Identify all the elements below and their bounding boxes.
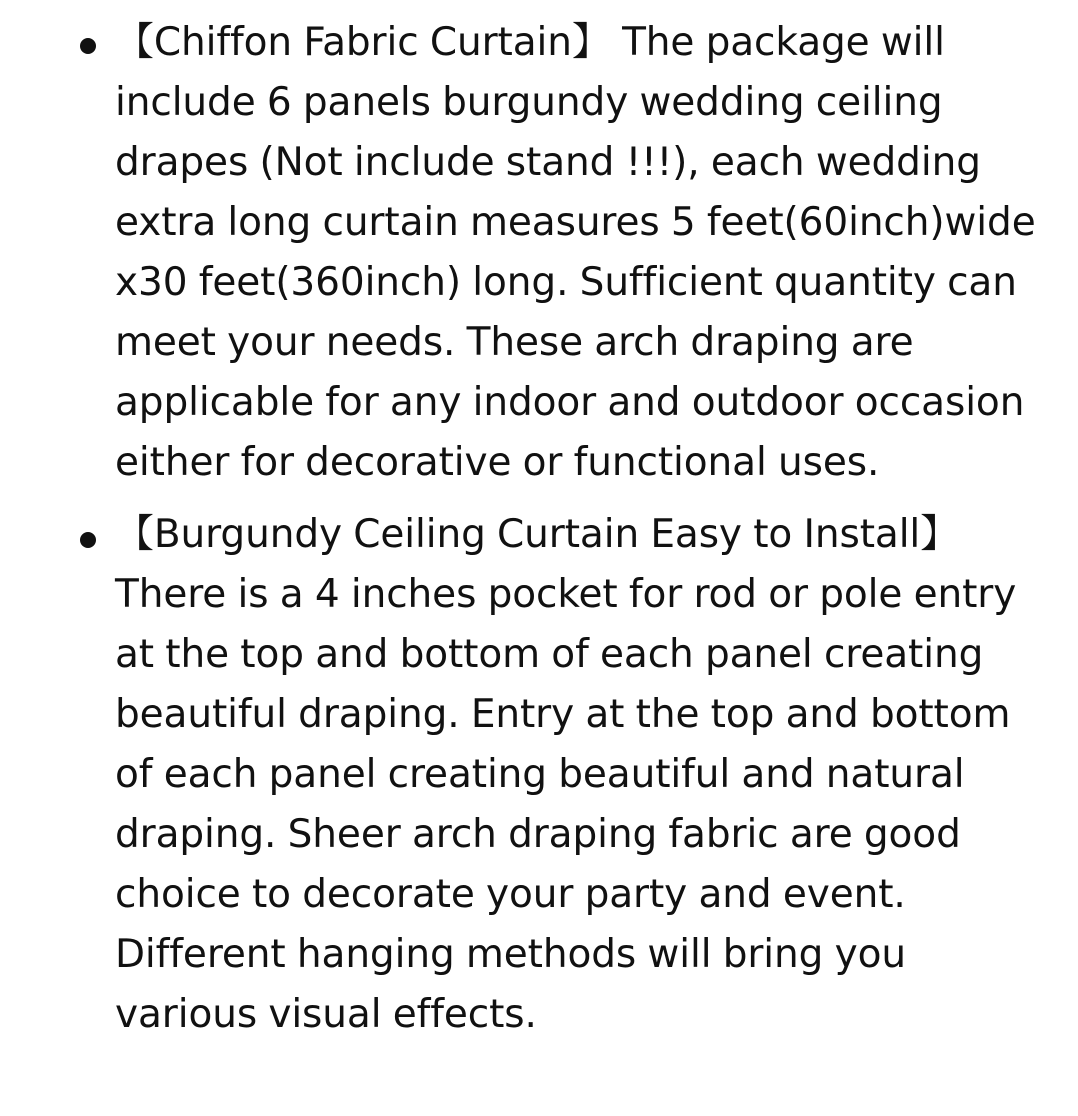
bullet-dot-icon xyxy=(80,38,96,54)
list-item-body: The package will include 6 panels burgundy wedding ceiling drapes (Not include stand !!!), each wedding extra long curtain measures 5 feet(60inch)wide x30 feet(360inch) long. Sufficient quantity can meet your needs. These arch draping are applicable for any indoor and outdoor occasion either for decorative or functional uses. xyxy=(115,20,1036,485)
list-item-heading: 【Burgundy Ceiling Curtain Easy to Install】 xyxy=(115,512,960,557)
list-item xyxy=(0,505,1078,1045)
list-item xyxy=(0,13,1078,493)
bullet-dot-icon xyxy=(80,532,96,548)
list-item-text xyxy=(115,505,1045,1045)
list-item-heading: 【Chiffon Fabric Curtain】 xyxy=(115,20,611,65)
list-item-body: There is a 4 inches pocket for rod or pole entry at the top and bottom of each panel creating beautiful draping. Entry at the top and bottom of each panel creating beautiful and natural draping. Sheer arch draping fabric are good choice to decorate your party and event. Different hanging methods will bring you various visual effects. xyxy=(115,572,1017,1037)
list-item-text xyxy=(115,13,1045,493)
